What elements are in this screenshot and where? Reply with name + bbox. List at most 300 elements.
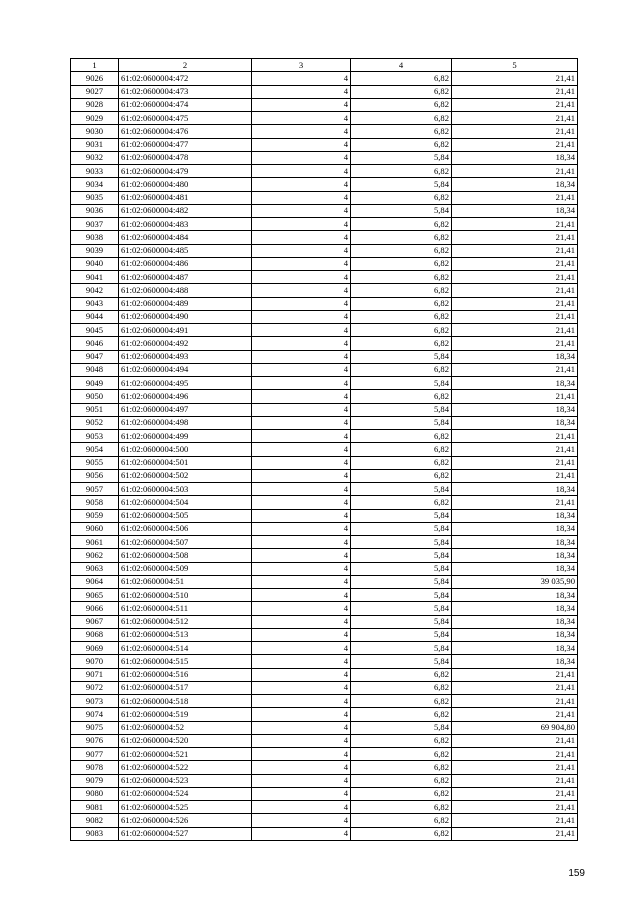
table-row bbox=[71, 297, 578, 310]
column-5-value: 21,41 bbox=[452, 191, 578, 204]
row-number: 9074 bbox=[71, 708, 119, 721]
column-5-value: 21,41 bbox=[452, 443, 578, 456]
column-5-value: 21,41 bbox=[452, 297, 578, 310]
column-4-value: 5,84 bbox=[351, 615, 452, 628]
column-4-value: 5,84 bbox=[351, 549, 452, 562]
column-5-value: 21,41 bbox=[452, 774, 578, 787]
column-4-value: 6,82 bbox=[351, 337, 452, 350]
column-3-value: 4 bbox=[252, 801, 351, 814]
column-5-value: 21,41 bbox=[452, 85, 578, 98]
row-number: 9045 bbox=[71, 324, 119, 337]
cadastral-number: 61:02:0600004:512 bbox=[119, 615, 252, 628]
column-5-value: 21,41 bbox=[452, 390, 578, 403]
cadastral-number: 61:02:0600004:51 bbox=[119, 575, 252, 588]
table-row bbox=[71, 774, 578, 787]
column-4-value: 6,82 bbox=[351, 496, 452, 509]
table-row bbox=[71, 231, 578, 244]
column-4-value: 6,82 bbox=[351, 98, 452, 111]
column-3-value: 4 bbox=[252, 98, 351, 111]
column-4-value: 6,82 bbox=[351, 324, 452, 337]
row-number: 9081 bbox=[71, 801, 119, 814]
column-3-value: 4 bbox=[252, 774, 351, 787]
column-4-value: 6,82 bbox=[351, 695, 452, 708]
row-number: 9046 bbox=[71, 337, 119, 350]
column-5-value: 21,41 bbox=[452, 695, 578, 708]
table-row bbox=[71, 324, 578, 337]
column-4-value: 6,82 bbox=[351, 787, 452, 800]
cadastral-number: 61:02:0600004:52 bbox=[119, 721, 252, 734]
column-5-value: 21,41 bbox=[452, 668, 578, 681]
cadastral-number: 61:02:0600004:523 bbox=[119, 774, 252, 787]
column-4-value: 5,84 bbox=[351, 562, 452, 575]
column-3-value: 4 bbox=[252, 403, 351, 416]
column-5-value: 21,41 bbox=[452, 761, 578, 774]
column-3-value: 4 bbox=[252, 178, 351, 191]
column-4-value: 6,82 bbox=[351, 708, 452, 721]
column-5-value: 21,41 bbox=[452, 244, 578, 257]
table-row bbox=[71, 191, 578, 204]
column-3-value: 4 bbox=[252, 430, 351, 443]
column-4-value: 6,82 bbox=[351, 271, 452, 284]
column-3-value: 4 bbox=[252, 787, 351, 800]
column-3-value: 4 bbox=[252, 589, 351, 602]
column-3-value: 4 bbox=[252, 72, 351, 85]
row-number: 9065 bbox=[71, 589, 119, 602]
row-number: 9082 bbox=[71, 814, 119, 827]
table-row bbox=[71, 377, 578, 390]
table-row bbox=[71, 284, 578, 297]
column-5-value: 21,41 bbox=[452, 324, 578, 337]
column-3-value: 4 bbox=[252, 549, 351, 562]
column-5-value: 18,34 bbox=[452, 178, 578, 191]
column-3-value: 4 bbox=[252, 483, 351, 496]
column-3-value: 4 bbox=[252, 642, 351, 655]
column-4-value: 6,82 bbox=[351, 363, 452, 376]
row-number: 9080 bbox=[71, 787, 119, 800]
column-5-value: 18,34 bbox=[452, 416, 578, 429]
cadastral-number: 61:02:0600004:499 bbox=[119, 430, 252, 443]
table-row bbox=[71, 72, 578, 85]
cadastral-number: 61:02:0600004:519 bbox=[119, 708, 252, 721]
column-3-value: 4 bbox=[252, 522, 351, 535]
row-number: 9048 bbox=[71, 363, 119, 376]
table-row bbox=[71, 615, 578, 628]
column-5-value: 21,41 bbox=[452, 231, 578, 244]
table-row bbox=[71, 708, 578, 721]
table-row bbox=[71, 509, 578, 522]
column-5-value: 18,34 bbox=[452, 522, 578, 535]
row-number: 9047 bbox=[71, 350, 119, 363]
column-4-value: 6,82 bbox=[351, 191, 452, 204]
column-header-4: 4 bbox=[351, 59, 452, 72]
column-5-value: 18,34 bbox=[452, 549, 578, 562]
column-5-value: 18,34 bbox=[452, 204, 578, 217]
row-number: 9029 bbox=[71, 112, 119, 125]
column-5-value: 21,41 bbox=[452, 125, 578, 138]
row-number: 9028 bbox=[71, 98, 119, 111]
column-5-value: 21,41 bbox=[452, 681, 578, 694]
row-number: 9059 bbox=[71, 509, 119, 522]
column-3-value: 4 bbox=[252, 456, 351, 469]
column-4-value: 5,84 bbox=[351, 536, 452, 549]
column-4-value: 6,82 bbox=[351, 165, 452, 178]
row-number: 9083 bbox=[71, 827, 119, 840]
column-4-value: 5,84 bbox=[351, 178, 452, 191]
table-row bbox=[71, 496, 578, 509]
column-3-value: 4 bbox=[252, 112, 351, 125]
column-4-value: 6,82 bbox=[351, 761, 452, 774]
row-number: 9035 bbox=[71, 191, 119, 204]
column-5-value: 18,34 bbox=[452, 655, 578, 668]
cadastral-number: 61:02:0600004:476 bbox=[119, 125, 252, 138]
column-3-value: 4 bbox=[252, 231, 351, 244]
row-number: 9077 bbox=[71, 748, 119, 761]
row-number: 9036 bbox=[71, 204, 119, 217]
data-table bbox=[70, 58, 578, 841]
cadastral-number: 61:02:0600004:481 bbox=[119, 191, 252, 204]
column-4-value: 6,82 bbox=[351, 430, 452, 443]
cadastral-number: 61:02:0600004:484 bbox=[119, 231, 252, 244]
table-row bbox=[71, 536, 578, 549]
row-number: 9049 bbox=[71, 377, 119, 390]
row-number: 9064 bbox=[71, 575, 119, 588]
cadastral-number: 61:02:0600004:495 bbox=[119, 377, 252, 390]
column-3-value: 4 bbox=[252, 734, 351, 747]
column-3-value: 4 bbox=[252, 244, 351, 257]
table-row bbox=[71, 522, 578, 535]
row-number: 9055 bbox=[71, 456, 119, 469]
column-5-value: 21,41 bbox=[452, 430, 578, 443]
table-row bbox=[71, 403, 578, 416]
column-4-value: 5,84 bbox=[351, 350, 452, 363]
column-3-value: 4 bbox=[252, 562, 351, 575]
column-5-value: 39 035,90 bbox=[452, 575, 578, 588]
cadastral-number: 61:02:0600004:489 bbox=[119, 297, 252, 310]
table-row bbox=[71, 562, 578, 575]
column-3-value: 4 bbox=[252, 721, 351, 734]
row-number: 9068 bbox=[71, 628, 119, 641]
column-3-value: 4 bbox=[252, 337, 351, 350]
column-3-value: 4 bbox=[252, 602, 351, 615]
table-row bbox=[71, 125, 578, 138]
cadastral-number: 61:02:0600004:525 bbox=[119, 801, 252, 814]
table-header bbox=[71, 59, 578, 72]
row-number: 9033 bbox=[71, 165, 119, 178]
table-row bbox=[71, 257, 578, 270]
column-4-value: 6,82 bbox=[351, 284, 452, 297]
cadastral-number: 61:02:0600004:498 bbox=[119, 416, 252, 429]
table-row bbox=[71, 469, 578, 482]
column-3-value: 4 bbox=[252, 218, 351, 231]
row-number: 9043 bbox=[71, 297, 119, 310]
column-3-value: 4 bbox=[252, 350, 351, 363]
table-row bbox=[71, 814, 578, 827]
column-4-value: 5,84 bbox=[351, 642, 452, 655]
column-3-value: 4 bbox=[252, 125, 351, 138]
row-number: 9054 bbox=[71, 443, 119, 456]
table-row bbox=[71, 748, 578, 761]
table-row bbox=[71, 112, 578, 125]
table-row bbox=[71, 337, 578, 350]
column-5-value: 21,41 bbox=[452, 271, 578, 284]
cadastral-number: 61:02:0600004:492 bbox=[119, 337, 252, 350]
column-5-value: 21,41 bbox=[452, 138, 578, 151]
row-number: 9069 bbox=[71, 642, 119, 655]
row-number: 9060 bbox=[71, 522, 119, 535]
column-3-value: 4 bbox=[252, 615, 351, 628]
row-number: 9031 bbox=[71, 138, 119, 151]
cadastral-number: 61:02:0600004:501 bbox=[119, 456, 252, 469]
row-number: 9076 bbox=[71, 734, 119, 747]
cadastral-number: 61:02:0600004:520 bbox=[119, 734, 252, 747]
cadastral-number: 61:02:0600004:522 bbox=[119, 761, 252, 774]
cadastral-number: 61:02:0600004:490 bbox=[119, 310, 252, 323]
column-5-value: 21,41 bbox=[452, 337, 578, 350]
column-3-value: 4 bbox=[252, 377, 351, 390]
column-5-value: 18,34 bbox=[452, 403, 578, 416]
column-3-value: 4 bbox=[252, 628, 351, 641]
cadastral-number: 61:02:0600004:478 bbox=[119, 151, 252, 164]
row-number: 9037 bbox=[71, 218, 119, 231]
row-number: 9072 bbox=[71, 681, 119, 694]
row-number: 9067 bbox=[71, 615, 119, 628]
column-4-value: 5,84 bbox=[351, 522, 452, 535]
column-5-value: 18,34 bbox=[452, 589, 578, 602]
column-3-value: 4 bbox=[252, 191, 351, 204]
cadastral-number: 61:02:0600004:518 bbox=[119, 695, 252, 708]
column-5-value: 21,41 bbox=[452, 827, 578, 840]
cadastral-number: 61:02:0600004:472 bbox=[119, 72, 252, 85]
header-row bbox=[71, 59, 578, 72]
column-4-value: 5,84 bbox=[351, 509, 452, 522]
column-4-value: 6,82 bbox=[351, 681, 452, 694]
row-number: 9038 bbox=[71, 231, 119, 244]
column-4-value: 5,84 bbox=[351, 403, 452, 416]
cadastral-number: 61:02:0600004:487 bbox=[119, 271, 252, 284]
cadastral-number: 61:02:0600004:496 bbox=[119, 390, 252, 403]
column-5-value: 21,41 bbox=[452, 801, 578, 814]
row-number: 9040 bbox=[71, 257, 119, 270]
table-row bbox=[71, 218, 578, 231]
cadastral-number: 61:02:0600004:491 bbox=[119, 324, 252, 337]
table-row bbox=[71, 483, 578, 496]
row-number: 9026 bbox=[71, 72, 119, 85]
column-5-value: 21,41 bbox=[452, 748, 578, 761]
table-row bbox=[71, 350, 578, 363]
cadastral-number: 61:02:0600004:485 bbox=[119, 244, 252, 257]
column-5-value: 18,34 bbox=[452, 377, 578, 390]
column-3-value: 4 bbox=[252, 748, 351, 761]
column-5-value: 18,34 bbox=[452, 350, 578, 363]
cadastral-number: 61:02:0600004:504 bbox=[119, 496, 252, 509]
column-3-value: 4 bbox=[252, 708, 351, 721]
table-row bbox=[71, 734, 578, 747]
column-3-value: 4 bbox=[252, 297, 351, 310]
column-5-value: 18,34 bbox=[452, 483, 578, 496]
column-3-value: 4 bbox=[252, 138, 351, 151]
column-4-value: 6,82 bbox=[351, 814, 452, 827]
column-4-value: 6,82 bbox=[351, 390, 452, 403]
column-5-value: 18,34 bbox=[452, 509, 578, 522]
column-4-value: 6,82 bbox=[351, 218, 452, 231]
column-3-value: 4 bbox=[252, 310, 351, 323]
row-number: 9061 bbox=[71, 536, 119, 549]
table-row bbox=[71, 681, 578, 694]
column-header-1: 1 bbox=[71, 59, 119, 72]
row-number: 9079 bbox=[71, 774, 119, 787]
column-5-value: 18,34 bbox=[452, 642, 578, 655]
cadastral-number: 61:02:0600004:480 bbox=[119, 178, 252, 191]
column-5-value: 21,41 bbox=[452, 456, 578, 469]
column-5-value: 21,41 bbox=[452, 218, 578, 231]
column-3-value: 4 bbox=[252, 469, 351, 482]
column-5-value: 21,41 bbox=[452, 72, 578, 85]
column-4-value: 5,84 bbox=[351, 602, 452, 615]
column-4-value: 5,84 bbox=[351, 204, 452, 217]
column-4-value: 5,84 bbox=[351, 377, 452, 390]
column-3-value: 4 bbox=[252, 324, 351, 337]
cadastral-number: 61:02:0600004:505 bbox=[119, 509, 252, 522]
column-4-value: 5,84 bbox=[351, 655, 452, 668]
column-4-value: 6,82 bbox=[351, 668, 452, 681]
column-4-value: 6,82 bbox=[351, 125, 452, 138]
cadastral-number: 61:02:0600004:503 bbox=[119, 483, 252, 496]
column-header-5: 5 bbox=[452, 59, 578, 72]
row-number: 9056 bbox=[71, 469, 119, 482]
row-number: 9053 bbox=[71, 430, 119, 443]
column-5-value: 21,41 bbox=[452, 112, 578, 125]
row-number: 9057 bbox=[71, 483, 119, 496]
column-5-value: 21,41 bbox=[452, 310, 578, 323]
column-3-value: 4 bbox=[252, 284, 351, 297]
column-4-value: 6,82 bbox=[351, 734, 452, 747]
cadastral-number: 61:02:0600004:488 bbox=[119, 284, 252, 297]
table-row bbox=[71, 310, 578, 323]
cadastral-number: 61:02:0600004:513 bbox=[119, 628, 252, 641]
column-5-value: 21,41 bbox=[452, 363, 578, 376]
column-4-value: 5,84 bbox=[351, 589, 452, 602]
column-header-3: 3 bbox=[252, 59, 351, 72]
column-5-value: 21,41 bbox=[452, 98, 578, 111]
table-row bbox=[71, 363, 578, 376]
cadastral-number: 61:02:0600004:494 bbox=[119, 363, 252, 376]
column-3-value: 4 bbox=[252, 271, 351, 284]
table-row bbox=[71, 589, 578, 602]
table-row bbox=[71, 85, 578, 98]
cadastral-number: 61:02:0600004:527 bbox=[119, 827, 252, 840]
cadastral-number: 61:02:0600004:497 bbox=[119, 403, 252, 416]
table-row bbox=[71, 642, 578, 655]
table-row bbox=[71, 390, 578, 403]
table-row bbox=[71, 668, 578, 681]
column-3-value: 4 bbox=[252, 761, 351, 774]
column-4-value: 5,84 bbox=[351, 628, 452, 641]
column-4-value: 6,82 bbox=[351, 456, 452, 469]
row-number: 9075 bbox=[71, 721, 119, 734]
table-row bbox=[71, 456, 578, 469]
cadastral-number: 61:02:0600004:515 bbox=[119, 655, 252, 668]
column-5-value: 21,41 bbox=[452, 165, 578, 178]
table-row bbox=[71, 787, 578, 800]
cadastral-number: 61:02:0600004:482 bbox=[119, 204, 252, 217]
table-row bbox=[71, 801, 578, 814]
column-4-value: 6,82 bbox=[351, 85, 452, 98]
row-number: 9044 bbox=[71, 310, 119, 323]
row-number: 9062 bbox=[71, 549, 119, 562]
row-number: 9063 bbox=[71, 562, 119, 575]
table-row bbox=[71, 178, 578, 191]
column-4-value: 6,82 bbox=[351, 72, 452, 85]
column-5-value: 21,41 bbox=[452, 284, 578, 297]
column-5-value: 18,34 bbox=[452, 536, 578, 549]
table-row bbox=[71, 602, 578, 615]
row-number: 9058 bbox=[71, 496, 119, 509]
cadastral-number: 61:02:0600004:493 bbox=[119, 350, 252, 363]
column-4-value: 6,82 bbox=[351, 231, 452, 244]
cadastral-number: 61:02:0600004:517 bbox=[119, 681, 252, 694]
cadastral-number: 61:02:0600004:477 bbox=[119, 138, 252, 151]
column-5-value: 18,34 bbox=[452, 602, 578, 615]
table-body bbox=[71, 72, 578, 841]
column-3-value: 4 bbox=[252, 165, 351, 178]
row-number: 9052 bbox=[71, 416, 119, 429]
cadastral-number: 61:02:0600004:516 bbox=[119, 668, 252, 681]
column-4-value: 6,82 bbox=[351, 297, 452, 310]
row-number: 9032 bbox=[71, 151, 119, 164]
column-3-value: 4 bbox=[252, 443, 351, 456]
column-3-value: 4 bbox=[252, 509, 351, 522]
table-row bbox=[71, 430, 578, 443]
table-row bbox=[71, 655, 578, 668]
column-4-value: 6,82 bbox=[351, 257, 452, 270]
column-4-value: 6,82 bbox=[351, 774, 452, 787]
row-number: 9034 bbox=[71, 178, 119, 191]
column-3-value: 4 bbox=[252, 695, 351, 708]
column-3-value: 4 bbox=[252, 85, 351, 98]
table-row bbox=[71, 416, 578, 429]
column-5-value: 21,41 bbox=[452, 787, 578, 800]
column-5-value: 18,34 bbox=[452, 562, 578, 575]
column-4-value: 6,82 bbox=[351, 443, 452, 456]
row-number: 9078 bbox=[71, 761, 119, 774]
column-3-value: 4 bbox=[252, 575, 351, 588]
cadastral-number: 61:02:0600004:511 bbox=[119, 602, 252, 615]
row-number: 9071 bbox=[71, 668, 119, 681]
row-number: 9070 bbox=[71, 655, 119, 668]
cadastral-number: 61:02:0600004:473 bbox=[119, 85, 252, 98]
cadastral-number: 61:02:0600004:509 bbox=[119, 562, 252, 575]
table-row bbox=[71, 165, 578, 178]
table-row bbox=[71, 271, 578, 284]
column-3-value: 4 bbox=[252, 151, 351, 164]
cadastral-number: 61:02:0600004:510 bbox=[119, 589, 252, 602]
cadastral-number: 61:02:0600004:514 bbox=[119, 642, 252, 655]
table-row bbox=[71, 628, 578, 641]
cadastral-number: 61:02:0600004:500 bbox=[119, 443, 252, 456]
column-5-value: 21,41 bbox=[452, 257, 578, 270]
column-4-value: 5,84 bbox=[351, 151, 452, 164]
row-number: 9039 bbox=[71, 244, 119, 257]
column-5-value: 69 904,80 bbox=[452, 721, 578, 734]
column-3-value: 4 bbox=[252, 814, 351, 827]
table-row bbox=[71, 761, 578, 774]
row-number: 9030 bbox=[71, 125, 119, 138]
column-4-value: 6,82 bbox=[351, 469, 452, 482]
column-4-value: 6,82 bbox=[351, 310, 452, 323]
cadastral-number: 61:02:0600004:474 bbox=[119, 98, 252, 111]
cadastral-number: 61:02:0600004:486 bbox=[119, 257, 252, 270]
column-4-value: 6,82 bbox=[351, 827, 452, 840]
